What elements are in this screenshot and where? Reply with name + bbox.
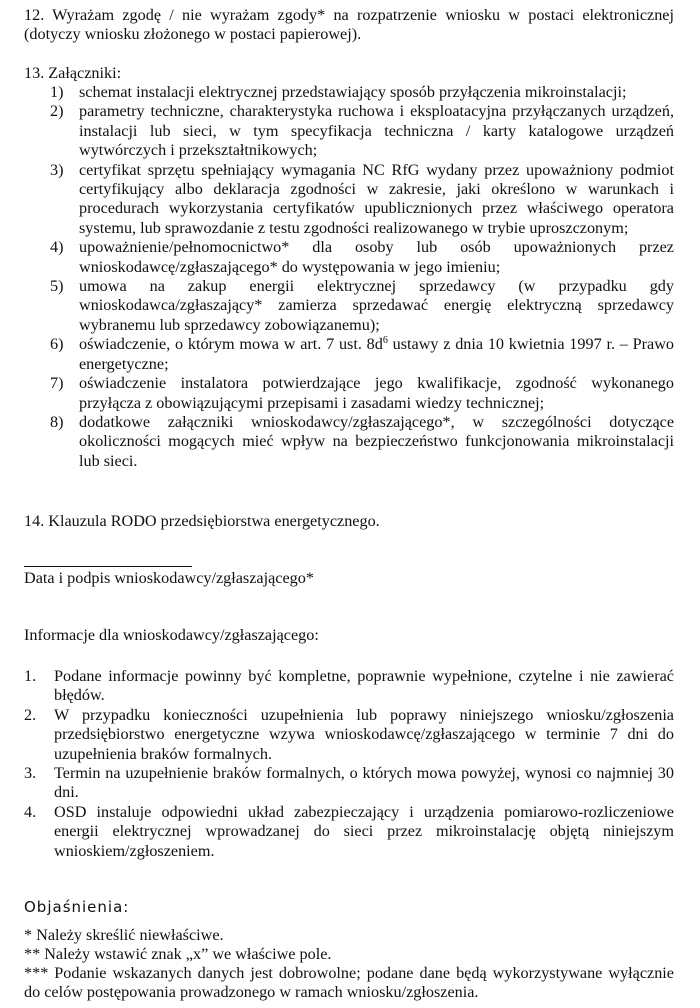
section-13-heading: 13. Załączniki:: [24, 64, 122, 82]
section-12-consent: 12. Wyrażam zgodę / nie wyrażam zgody* na rozpatrzenie wniosku w postaci elektronicznej (dotyczy wniosku złożonego w postaci papierowej).: [24, 6, 674, 44]
section-14-rodo: 14. Klauzula RODO przedsiębiorstwa energetycznego.: [24, 512, 380, 530]
signature-line: [24, 566, 192, 567]
attachments-list: [24, 83, 674, 471]
attachment-item: 8) dodatkowe załączniki wnioskodawcy/zgłaszającego*, w szczególności dotyczące okoliczności mogących mieć wpływ na bezpieczeństwo funkcjonowania mikroinstalacji lub sieci.: [50, 412, 674, 470]
attachment-item: 6) oświadczenie, o którym mowa w art. 7 ust. $8d^6$ ustawy z dnia 10 kwietnia 1997 r. – Prawo energetyczne;: [50, 335, 674, 373]
attachment-item: 4) upoważnienie/pełnomocnictwo* dla osoby lub osób upoważnionych przez wnioskodawcę/zgłaszającego* do występowania w jego imieniu;: [50, 238, 674, 276]
attachment-item: 5) umowa na zakup energii elektrycznej sprzedawcy (w przypadku gdy wnioskodawca/zgłaszający* zamierza sprzedawać energię elektryczną sprzedawcy wybranemu lub sprzedawcy zobowiązanemu);: [50, 277, 674, 334]
info-item: 3. Termin na uzupełnienie braków formalnych, o których mowa powyżej, wynosi co najmniej 30 dni.: [24, 764, 674, 802]
note-strike: * Należy skreślić niewłaściwe.: [24, 926, 224, 944]
info-item: 4. OSD instaluje odpowiedni układ zabezpieczający i urządzenia pomiarowo-rozliczeniowe energii elektrycznej wprowadzanej do sieci przez mikroinstalację objętą niniejszym wnioskiem/zgłoszeniem.: [24, 802, 674, 860]
attachment-item: 2) parametry techniczne, charakterystyka ruchowa i eksploatacyjna przyłączanych urządzeń, instalacji lub sieci, w tym specyfikacja techniczna / karty katalogowe urządzeń wytwórczych i przekształtnikowych;: [50, 102, 674, 160]
info-item: 1. Podane informacje powinny być kompletne, poprawnie wypełnione, czytelne i nie zawierać błędów.: [24, 667, 674, 705]
footnote-ref: 6: [382, 335, 388, 347]
info-heading: Informacje dla wnioskodawcy/zgłaszającego:: [24, 626, 319, 644]
info-list: [24, 667, 674, 861]
signature-label: Data i podpis wnioskodawcy/zgłaszającego*: [24, 569, 314, 587]
info-item: 2. W przypadku konieczności uzupełnienia lub poprawy niniejszego wniosku/zgłoszenia przedsiębiorstwo energetyczne wzywa wnioskodawcę/zgłaszającego w terminie 7 dni do uzupełnienia braków formalnych.: [24, 705, 674, 763]
attachment-item: 3) certyfikat sprzętu spełniający wymagania NC RfG wydany przez upoważniony podmiot certyfikujący albo deklaracja zgodności w zakresie, jaki określono w warunkach i procedurach wykorzystania certyfikatów upublicznionych przez właściwego operatora systemu, lub sprawozdanie z testu zgodności realizowanego w trybie uproszczonym;: [50, 160, 674, 237]
attachment-item: 7) oświadczenie instalatora potwierdzające jego kwalifikacje, zgodność wykonanego przyłącza z obowiązującymi przepisami i zasadami wiedzy technicznej;: [50, 374, 674, 412]
note-mark-x: ** Należy wstawić znak „x” we właściwe pole.: [24, 945, 332, 963]
note-voluntary-data: *** Podanie wskazanych danych jest dobrowolne; podane dane będą wykorzystywane wyłącznie do celów postępowania prowadzonego w ramach wniosku/zgłoszenia.: [24, 964, 674, 1002]
attachment-item: 1) schemat instalacji elektrycznej przedstawiający sposób przyłączenia mikroinstalacji;: [50, 83, 627, 101]
explanations-heading: Objaśnienia:: [24, 898, 130, 916]
